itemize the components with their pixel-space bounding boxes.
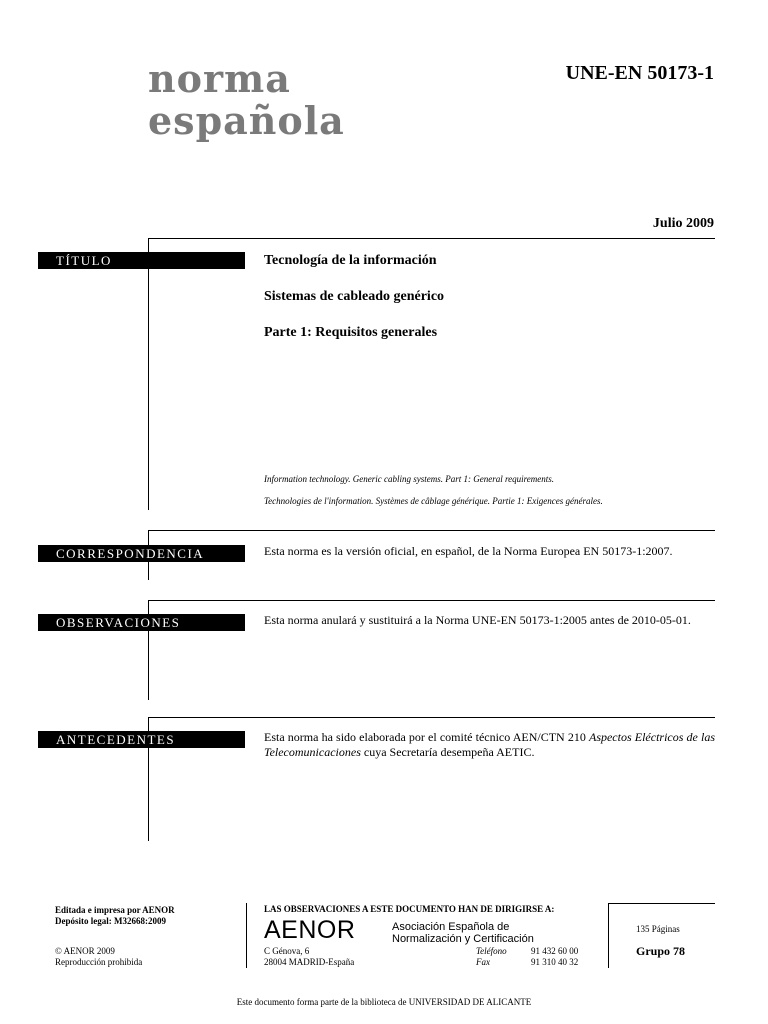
antecedentes-divider xyxy=(148,717,715,718)
address-line-1: C Génova, 6 xyxy=(264,946,310,956)
antecedentes-text-end: cuya Secretaría desempeña AETIC. xyxy=(360,745,535,759)
edited-by: Editada e impresa por AENOR xyxy=(55,905,175,915)
address-line-2: 28004 MADRID-España xyxy=(264,957,355,967)
phone-label: Teléfono xyxy=(476,946,507,956)
phone-number: 91 432 60 00 xyxy=(531,946,579,956)
copyright: © AENOR 2009 xyxy=(55,946,115,956)
footer-top-right-rule xyxy=(608,903,715,904)
correspondencia-label: CORRESPONDENCIA xyxy=(38,545,245,562)
french-title: Technologies de l'information. Systèmes de câblage générique. Partie 1: Exigences générales. xyxy=(264,496,603,506)
aenor-contact-labels xyxy=(476,946,507,968)
correspondencia-text: Esta norma es la versión oficial, en español, de la Norma Europea EN 50173-1:2007. xyxy=(264,544,673,558)
footer-divider-right xyxy=(608,903,609,968)
observations-heading: LAS OBSERVACIONES A ESTE DOCUMENTO HAN DE DIRIGIRSE A: xyxy=(264,904,555,914)
antecedentes-committee-name: Aspectos Eléctricos de las Telecomunicaciones xyxy=(264,730,716,759)
publication-date: Julio 2009 xyxy=(652,216,714,231)
footer-publisher-block xyxy=(55,905,175,927)
legal-deposit: Depósito legal: M32668:2009 xyxy=(55,916,166,926)
standard-code: UNE-EN 50173-1 xyxy=(565,62,714,84)
spanish-title-3: Parte 1: Requisitos generales xyxy=(264,325,438,340)
titulo-label: TÍTULO xyxy=(38,252,245,269)
aenor-contact-numbers xyxy=(531,946,578,968)
observaciones-text: Esta norma anulará y sustituirá a la Norma UNE-EN 50173-1:2005 antes de 2010-05-01. xyxy=(264,613,691,627)
titulo-vertical-rule xyxy=(148,238,149,510)
correspondencia-divider xyxy=(148,530,715,531)
antecedentes-label: ANTECEDENTES xyxy=(38,731,245,748)
price-group: Grupo 78 xyxy=(636,944,686,958)
english-title: Information technology. Generic cabling systems. Part 1: General requirements. xyxy=(264,474,555,484)
antecedentes-text-start: Esta norma ha sido elaborada por el comité técnico AEN/CTN 210 xyxy=(264,730,589,744)
library-note: Este documento forma parte de la biblioteca de UNIVERSIDAD DE ALICANTE xyxy=(236,997,532,1007)
org-line-2: Normalización y Certificación xyxy=(392,933,534,945)
titulo-divider xyxy=(148,238,715,239)
observaciones-label: OBSERVACIONES xyxy=(38,614,245,631)
reproduction-notice: Reproducción prohibida xyxy=(55,957,143,967)
brand-line-1: norma xyxy=(148,56,291,101)
org-line-1: Asociación Española de xyxy=(392,921,510,933)
antecedentes-text xyxy=(264,730,715,760)
footer-copyright-block xyxy=(55,946,142,968)
aenor-organization xyxy=(392,921,534,945)
fax-number: 91 310 40 32 xyxy=(531,957,579,967)
brand-line-2: española xyxy=(148,98,345,143)
aenor-address xyxy=(264,946,354,968)
spanish-title-1: Tecnología de la información xyxy=(264,253,437,268)
fax-label: Fax xyxy=(476,957,490,967)
brand-title xyxy=(148,58,345,142)
footer-divider-left xyxy=(246,903,247,968)
aenor-logo: AENOR xyxy=(264,916,356,944)
observaciones-divider xyxy=(148,600,715,601)
page-count: 135 Páginas xyxy=(636,924,680,934)
spanish-title-2: Sistemas de cableado genérico xyxy=(264,289,445,304)
